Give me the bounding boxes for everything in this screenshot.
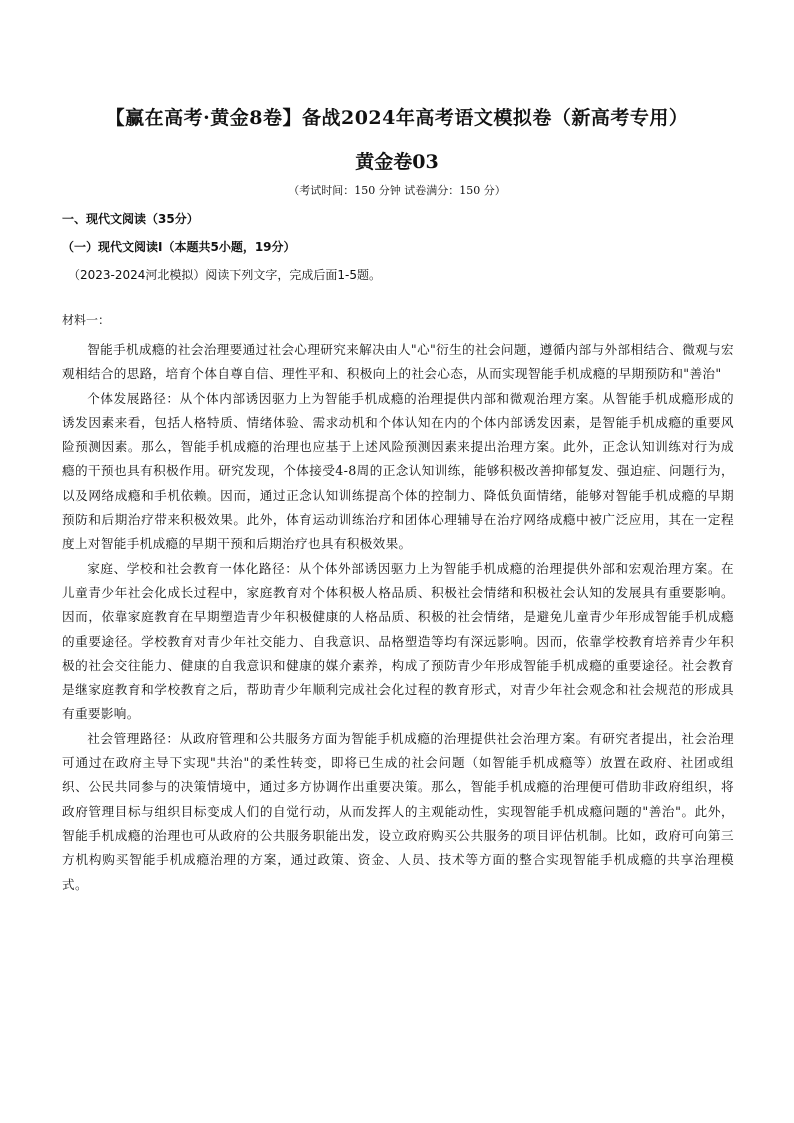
exam-time-score-info: （考试时间：150 分钟 试卷满分：150 分） (288, 184, 506, 197)
passage-paragraph-social-management-path: 社会管理路径：从政府管理和公共服务方面为智能手机成瘾的治理提供社会治理方案。有研究者提出，社会治理可通过在政府主导下实现"共治"的柔性转变，即将已生成的社会问题（如智能手机成瘾等）放置在政府、社团或组织、公民共同参与的决策情境中，通过多方协调作出重要决策。那么，智能手机成瘾的治理便可借助非政府组织，将政府管理目标与组织目标变成人们的自觉行动，从而发挥人的主观能动性，实现智能手机成瘾问题的"善治"。此外，智能手机成瘾的治理也可从政府的公共服务职能出发，设立政府购买公共服务的项目评估机制。比如，政府可向第三方机构购买智能手机成瘾治理的方案，通过政策、资金、人员、技术等方面的整合实现智能手机成瘾的共享治理模式。 (62, 730, 734, 892)
document-title: 【赢在高考·黄金8卷】备战2024年高考语文模拟卷（新高考专用） (105, 107, 689, 129)
passage-paragraph-individual-path: 个体发展路径：从个体内部诱因驱力上为智能手机成瘾的治理提供内部和微观治理方案。从智能手机成瘾形成的诱发因素来看，包括人格特质、情绪体验、需求动机和个体认知在内的个体内部诱发因素，是智能手机成瘾的重要风险预测因素。那么，智能手机成瘾的治理也应基于上述风险预测因素来提出治理方案。此外，正念认知训练对行为成瘾的干预也具有积极作用。研究发现，个体接受4-8周的正念认知训练，能够积极改善抑郁复发、强迫症、问题行为，以及网络成瘾和手机依赖。因而，通过正念认知训练提高个体的控制力、降低负面情绪，能够对智能手机成瘾的早期预防和后期治疗带来积极效果。此外，体育运动训练治疗和团体心理辅导在治疗网络成瘾中被广泛应用，其在一定程度上对智能手机成瘾的早期干预和后期治疗也具有积极效果。 (62, 390, 734, 552)
subsection-heading: （一）现代文阅读Ⅰ（本题共5小题，19分） (62, 240, 296, 254)
reading-passage (62, 338, 734, 897)
section-heading: 一、现代文阅读（35分） (62, 212, 199, 226)
passage-paragraph-intro: 智能手机成瘾的社会治理要通过社会心理研究来解决由人"心"衍生的社会问题，遵循内部与外部相结合、微观与宏观相结合的思路，培育个体自尊自信、理性平和、积极向上的社会心态，从而实现智能手机成瘾的早期预防和"善治" (62, 342, 734, 382)
paper-subtitle: 黄金卷03 (355, 151, 439, 173)
passage-paragraph-education-path: 家庭、学校和社会教育一体化路径：从个体外部诱因驱力上为智能手机成瘾的治理提供外部和宏观治理方案。在儿童青少年社会化成长过程中，家庭教育对个体积极人格品质、积极社会情绪和积极社会认知的发展具有重要影响。因而，依靠家庭教育在早期塑造青少年积极健康的人格品质、积极的社会情绪，是避免儿童青少年形成智能手机成瘾的重要途径。学校教育对青少年社交能力、自我意识、品格塑造等均有深远影响。因而，依靠学校教育培养青少年积极的社会交往能力、健康的自我意识和健康的媒介素养，构成了预防青少年形成智能手机成瘾的重要途径。社会教育是继家庭教育和学校教育之后，帮助青少年顺利完成社会化过程的教育形式，对青少年社会观念和社会规范的形成具有重要影响。 (62, 560, 734, 722)
material-label: 材料一： (62, 313, 111, 327)
source-note: （2023-2024河北模拟）阅读下列文字，完成后面1-5题。 (68, 268, 382, 282)
